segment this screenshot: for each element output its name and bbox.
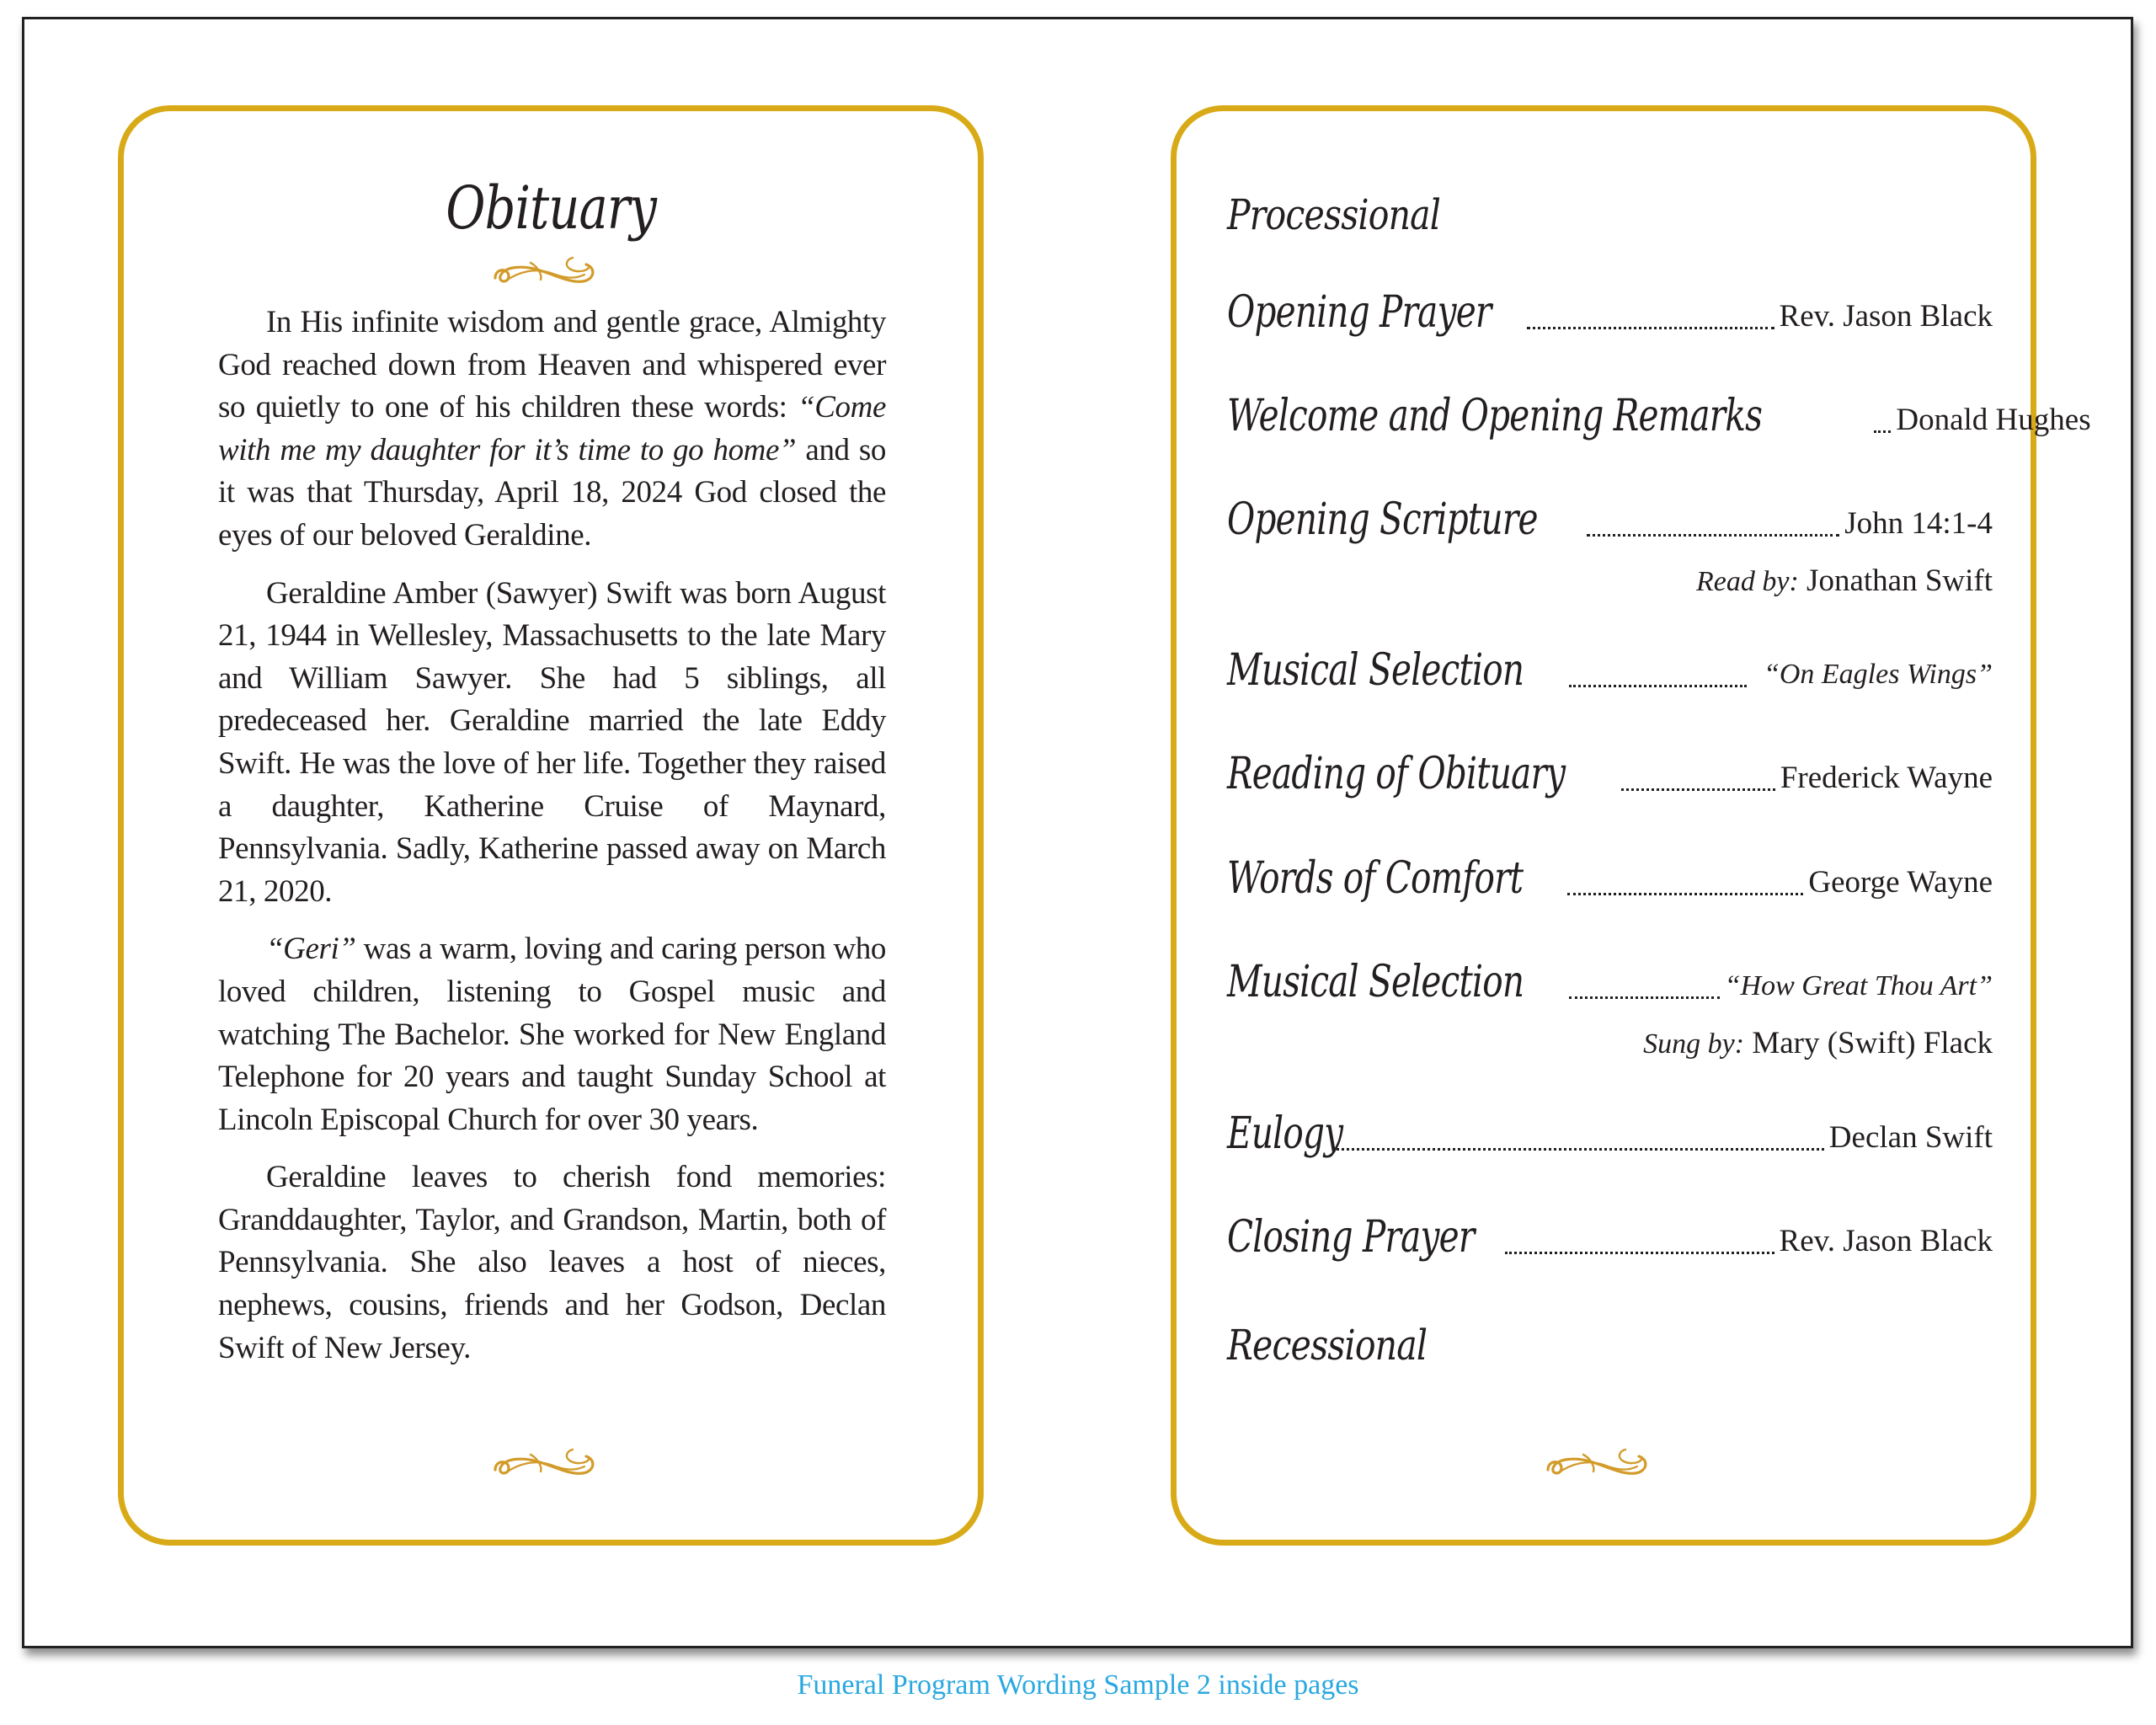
nickname: “Geri” xyxy=(266,932,356,967)
program-item xyxy=(1227,850,1993,909)
obituary-text xyxy=(218,302,886,1385)
program-item xyxy=(1227,745,1993,804)
program-item xyxy=(1227,1209,1993,1268)
program-item-label: Words of Comfort xyxy=(1227,853,1524,904)
dot-leader xyxy=(1505,1250,1774,1254)
program-item xyxy=(1227,284,1993,343)
program-item-person: Frederick Wayne xyxy=(1780,761,1993,795)
quote: “Come with me my daughter for it’s time to go home” xyxy=(218,390,886,467)
program-item-person: Donald Hughes xyxy=(1896,403,2091,437)
program-item-label: Musical Selection xyxy=(1227,645,1524,696)
image-caption: Funeral Program Wording Sample 2 inside pages xyxy=(797,1669,1359,1701)
processional-heading: Processional xyxy=(1227,190,1441,239)
program-item-label: Opening Scripture xyxy=(1227,494,1538,545)
flourish-ornament-icon xyxy=(490,1445,600,1482)
dot-leader xyxy=(1337,1146,1824,1151)
program-item xyxy=(1227,491,1993,550)
obituary-paragraph: Geraldine Amber (Sawyer) Swift was born August 21, 1944 in Wellesley, Massachusetts to the late Mary and William Sawyer. She had 5 siblings, all predeceased her. Geraldine married the late Eddy Swift. He was the love of her life. Together they raised a daughter, Katherine Cruise of Maynard, Pennsylvania. Sadly, Katherine passed away on March 21, 2020. xyxy=(218,575,886,909)
dot-leader xyxy=(1587,532,1840,537)
flourish-ornament-icon xyxy=(490,253,600,290)
dot-leader xyxy=(1569,995,1720,999)
program-item xyxy=(1227,642,1993,701)
program-item-label: Welcome and Opening Remarks xyxy=(1227,391,1763,441)
obituary-page xyxy=(118,105,984,1546)
program-item-person: Declan Swift xyxy=(1828,1120,1993,1155)
program-item-song: “On Eagles Wings” xyxy=(1763,659,1993,690)
program-item-person: Rev. Jason Black xyxy=(1779,1224,1993,1258)
program-item-song: “How Great Thou Art” xyxy=(1724,970,1993,1001)
dot-leader xyxy=(1874,429,1891,433)
program-item xyxy=(1227,387,2091,446)
program-item xyxy=(1227,1105,1993,1164)
flourish-ornament-icon xyxy=(1543,1445,1652,1482)
program-item-label: Reading of Obituary xyxy=(1227,749,1566,799)
obituary-paragraph: “Geri” was a warm, loving and caring person who loved children, listening to Gospel music and watching The Bachelor. She worked for New England Telephone for 20 years and taught Sunday School at Lincoln Episcopal Church for over 30 years. xyxy=(218,932,886,1137)
obituary-paragraph: In His infinite wisdom and gentle grace, Almighty God reached down from Heaven and whispered ever so quietly to one of his children these words: “Come with me my daughter for it’s time to go home” and so it was that Thursday, April 18, 2024 God closed the eyes of our beloved Geraldine. xyxy=(218,305,886,553)
program-item-person: John 14:1-4 xyxy=(1844,506,1993,541)
program-item-label: Musical Selection xyxy=(1227,957,1524,1007)
program-item-person: George Wayne xyxy=(1808,865,1993,900)
program-item-label: Opening Prayer xyxy=(1227,287,1492,338)
program-item xyxy=(1227,953,1993,1012)
program-item-singer: Sung by: Mary (Swift) Flack xyxy=(1643,1026,1993,1060)
dot-leader xyxy=(1569,683,1747,687)
obituary-paragraph: Geraldine leaves to cherish fond memories: Granddaughter, Taylor, and Grandson, Martin, both of Pennsylvania. She also leaves a host of nieces, nephews, cousins, friends and her Godson, Declan Swift of New Jersey. xyxy=(218,1160,886,1365)
recessional-heading: Recessional xyxy=(1227,1321,1428,1370)
program-item-reader: Read by: Jonathan Swift xyxy=(1696,563,1993,598)
obituary-title: Obituary xyxy=(446,174,656,243)
dot-leader xyxy=(1621,787,1774,791)
order-of-service-page xyxy=(1171,105,2091,1546)
program-item-label: Eulogy xyxy=(1227,1108,1343,1159)
program-item-label: Closing Prayer xyxy=(1227,1212,1475,1263)
dot-leader xyxy=(1567,891,1803,895)
program-item-person: Rev. Jason Black xyxy=(1779,299,1993,334)
dot-leader xyxy=(1527,325,1774,329)
